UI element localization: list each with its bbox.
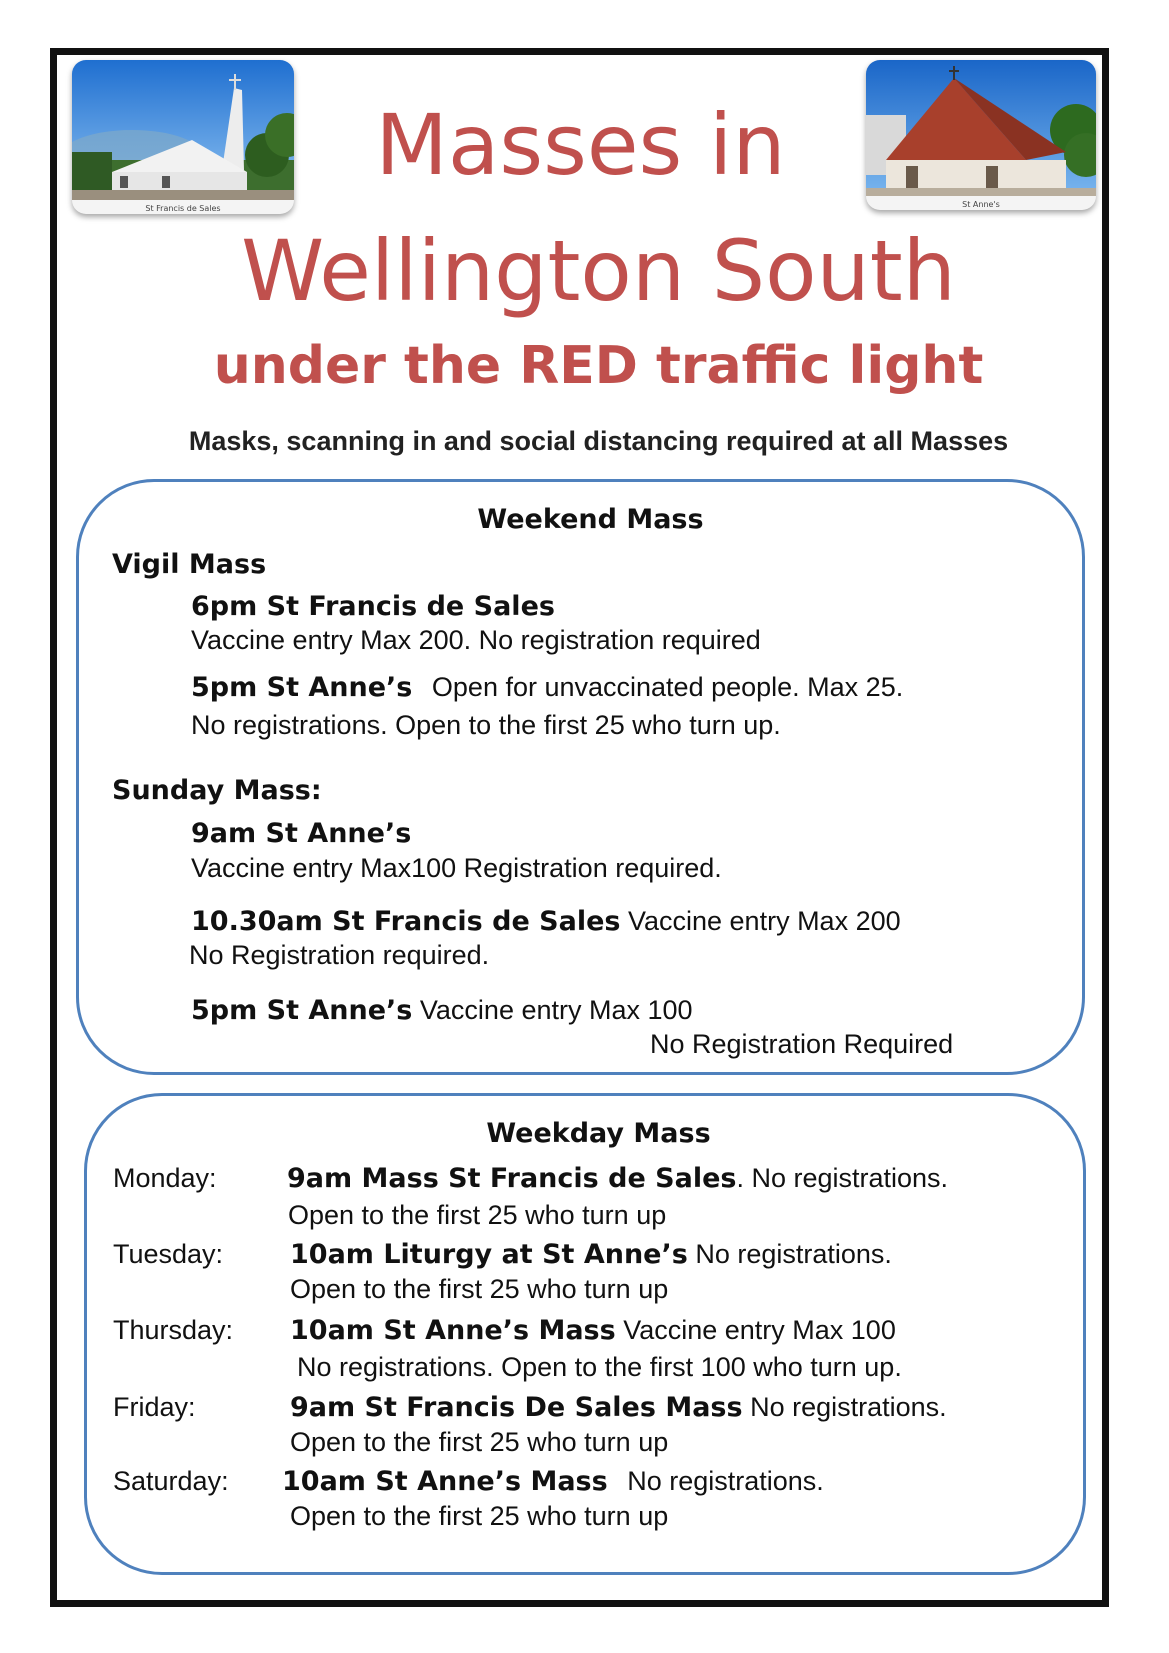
vigil-entry2-title: 5pm St Anne’s — [191, 672, 413, 703]
friday-mass-detail: No registrations. — [750, 1392, 947, 1422]
saturday-mass-detail2: Open to the first 25 who turn up — [290, 1501, 669, 1531]
sunday-entry1-detail: Vaccine entry Max100 Registration required. — [191, 853, 722, 883]
friday-mass-detail2: Open to the first 25 who turn up — [290, 1427, 669, 1457]
title-line-2: Wellington South — [241, 222, 956, 320]
tuesday-mass-detail2: Open to the first 25 who turn up — [290, 1274, 669, 1304]
left-photo-caption: St Francis de Sales — [145, 204, 221, 213]
weekday-heading: Weekday Mass — [486, 1118, 711, 1149]
monday-mass-title: 9am Mass St Francis de Sales — [287, 1163, 737, 1194]
sunday-entry3-detail2: No Registration Required — [650, 1029, 954, 1059]
thursday-mass-detail: Vaccine entry Max 100 — [623, 1315, 896, 1345]
weekend-heading: Weekend Mass — [477, 504, 704, 535]
sunday-entry2-detail: Vaccine entry Max 200 — [627, 906, 901, 936]
requirements-notice: Masks, scanning in and social distancing required at all Masses — [188, 426, 1009, 456]
sunday-entry1-title: 9am St Anne’s — [191, 818, 412, 849]
vigil-entry1-detail: Vaccine entry Max 200. No registration required — [191, 625, 761, 655]
sunday-entry2-detail2: No Registration required. — [189, 940, 490, 970]
vigil-entry1-title: 6pm St Francis de Sales — [191, 591, 555, 622]
tuesday-mass-detail: No registrations. — [695, 1239, 892, 1269]
sunday-entry3-detail: Vaccine entry Max 100 — [419, 995, 693, 1025]
sunday-entry3-title: 5pm St Anne’s — [191, 995, 413, 1026]
weekday-day-thursday: Thursday: — [113, 1315, 234, 1345]
title-line-1: Masses in — [375, 96, 786, 194]
right-photo-caption: St Anne's — [962, 200, 1000, 209]
vigil-entry2-detail2: No registrations. Open to the first 25 who turn up. — [191, 710, 781, 740]
vigil-entry2-detail: Open for unvaccinated people. Max 25. — [431, 672, 904, 702]
saturday-mass-detail: No registrations. — [627, 1466, 824, 1496]
sunday-label: Sunday Mass: — [112, 775, 322, 806]
vigil-label: Vigil Mass — [112, 549, 267, 580]
monday-mass-detail2: Open to the first 25 who turn up — [288, 1200, 667, 1230]
thursday-mass-title: 10am St Anne’s Mass — [290, 1315, 616, 1346]
weekday-day-friday: Friday: — [113, 1392, 196, 1422]
weekday-day-monday: Monday: — [113, 1163, 217, 1193]
title-line-3: under the RED traffic light — [213, 336, 984, 396]
monday-mass-detail: . No registrations. — [736, 1163, 949, 1193]
friday-mass-title: 9am St Francis De Sales Mass — [290, 1392, 743, 1423]
saturday-mass-title: 10am St Anne’s Mass — [282, 1466, 608, 1497]
weekday-day-saturday: Saturday: — [113, 1466, 229, 1496]
sunday-entry2-title: 10.30am St Francis de Sales — [191, 906, 621, 937]
tuesday-mass-title: 10am Liturgy at St Anne’s — [290, 1239, 688, 1270]
weekday-day-tuesday: Tuesday: — [113, 1239, 224, 1269]
thursday-mass-detail2: No registrations. Open to the first 100 who turn up. — [297, 1352, 902, 1382]
